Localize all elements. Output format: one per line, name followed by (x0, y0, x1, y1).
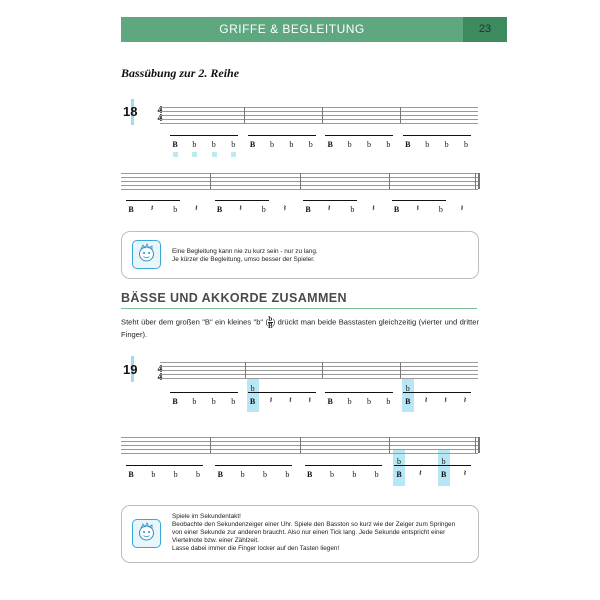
barline (389, 437, 390, 453)
bass-note: b (350, 205, 355, 214)
page-number: 23 (463, 17, 507, 42)
time-signature-top: 4 (157, 364, 163, 375)
bass-note: b (374, 470, 379, 479)
chord-upper-note: b (405, 384, 410, 393)
bass-note: b (231, 397, 236, 406)
chord-upper-note: b (441, 457, 446, 466)
bass-note: b (347, 140, 352, 149)
mascot-icon (132, 519, 161, 548)
bass-note: b (347, 397, 352, 406)
tip-line: Beobachte den Sekundenzeiger einer Uhr. Spiele den Basston so kurz wie der Zeiger zum Springen (172, 521, 456, 528)
bass-note: b (352, 470, 357, 479)
bass-note: B (405, 140, 411, 149)
time-signature-bottom: 4 (157, 113, 163, 124)
bass-note: b (192, 140, 197, 149)
tip-line: Je kürzer die Begleitung, umso besser der Spieler. (172, 256, 315, 263)
rest-symbol: 𝄽 (289, 396, 292, 406)
beam (126, 465, 203, 466)
chord-upper-note: b (397, 457, 401, 466)
rest-symbol: 𝄽 (150, 204, 154, 214)
rest-symbol: 𝄽 (444, 396, 447, 406)
tip-line: Spiele im Sekundentakt! (172, 513, 241, 520)
beam (325, 392, 393, 393)
rest-symbol: 𝄽 (424, 396, 428, 406)
bass-note: b (211, 397, 216, 406)
chord-upper-note: b (250, 384, 255, 393)
bass-note: B (440, 470, 447, 479)
bass-note: b (386, 140, 391, 149)
rest-symbol: 𝄽 (418, 469, 422, 479)
bass-note: b (330, 470, 334, 479)
tip-line: Viertelnote bzw. einer Zählzeit. (172, 537, 259, 544)
tip-box-2 (121, 505, 479, 563)
bass-note: b (285, 470, 290, 479)
barline (400, 362, 401, 378)
bass-note: b (367, 140, 371, 149)
beam (248, 392, 316, 393)
bass-note: B (306, 470, 313, 479)
staff-line (160, 366, 478, 367)
tip-line: Eine Begleitung kann nie zu kurz sein - nur zu lang. (172, 248, 318, 255)
rest-symbol: 𝄽 (463, 469, 467, 479)
final-barline (475, 437, 476, 453)
time-signature-bottom: 4 (157, 372, 163, 383)
intro-after: ) drückt man beide Basstasten gleichzeitig (vierter und dritter Finger). (121, 317, 479, 339)
bass-note: b (231, 140, 236, 149)
exercise-number: 18 (123, 104, 138, 119)
bass-note: b (192, 397, 197, 406)
staff-line (160, 370, 478, 371)
intro-before: Steht über dem großen "B" ein kleines "b" ( (121, 317, 269, 327)
barline (245, 362, 246, 378)
tip-text-2 (172, 513, 472, 553)
exercise-number: 19 (123, 362, 138, 377)
bass-note: b (425, 140, 430, 149)
rest-symbol: 𝄽 (308, 396, 312, 406)
bass-note: b (196, 470, 200, 479)
staff-line (160, 378, 478, 379)
rest-symbol: 𝄽 (460, 204, 464, 214)
staff-line (160, 362, 478, 363)
rest-symbol: 𝄽 (327, 204, 331, 214)
fraction-top: b (268, 315, 273, 323)
fraction-bottom: B (268, 322, 273, 330)
bass-note: b (173, 205, 178, 214)
staff-line (160, 374, 478, 375)
bass-note: b (270, 140, 274, 149)
rest-symbol: 𝄽 (372, 204, 375, 214)
rest-symbol: 𝄽 (283, 204, 287, 214)
rest-symbol: 𝄽 (239, 204, 243, 214)
bass-note: b (386, 397, 391, 406)
tip-line: Lasse dabei immer die Finger locker auf den Tasten liegen! (172, 545, 340, 552)
chord-highlight (438, 450, 450, 486)
beam (403, 392, 471, 393)
beam (394, 465, 471, 466)
tip-line: von einer Sekunde zur anderen braucht. Also nur einen Tick lang. Jede Sekunde entspricht einer (172, 529, 446, 536)
bass-note: B (327, 397, 333, 406)
bass-note: B (172, 397, 178, 406)
time-signature-top: 4 (157, 105, 163, 116)
bass-note: b (367, 397, 371, 406)
rest-symbol: 𝄽 (463, 396, 467, 406)
beam (170, 392, 238, 393)
rest-symbol: 𝄽 (195, 204, 198, 214)
final-barline (478, 437, 480, 453)
bass-note: B (405, 397, 411, 406)
bass-note: b (308, 140, 313, 149)
bass-note: B (249, 140, 256, 149)
barline (322, 362, 323, 378)
beam (215, 465, 292, 466)
barline (300, 437, 301, 453)
bass-note: B (305, 205, 311, 214)
bass-note: B (327, 140, 333, 149)
bass-note: B (216, 205, 223, 214)
bass-note: b (211, 140, 216, 149)
exercise-heading: Bassübung zur 2. Reihe (121, 66, 240, 80)
bass-note: B (128, 470, 134, 479)
bass-note: B (217, 470, 223, 479)
bass-note: B (249, 397, 256, 406)
bass-note: b (173, 470, 178, 479)
barline (210, 437, 211, 453)
bass-note: b (289, 140, 294, 149)
bass-note: B (396, 470, 402, 479)
bass-note: b (261, 205, 266, 214)
chord-highlight (393, 450, 405, 486)
bass-note: b (438, 205, 443, 214)
bass-note: b (240, 470, 245, 479)
rest-symbol: 𝄽 (416, 204, 420, 214)
bass-note: b (464, 140, 468, 149)
chapter-title: GRIFFE & BEGLEITUNG (219, 22, 365, 36)
bass-note: B (172, 140, 178, 149)
section-title: BÄSSE UND AKKORDE ZUSAMMEN (121, 291, 477, 309)
rest-symbol: 𝄽 (269, 396, 273, 406)
bass-note: b (263, 470, 267, 479)
staff-line (121, 453, 478, 454)
bass-note: B (128, 205, 134, 214)
bass-note: B (393, 205, 400, 214)
bass-note: b (444, 140, 449, 149)
bass-note: b (151, 470, 156, 479)
beam (305, 465, 382, 466)
